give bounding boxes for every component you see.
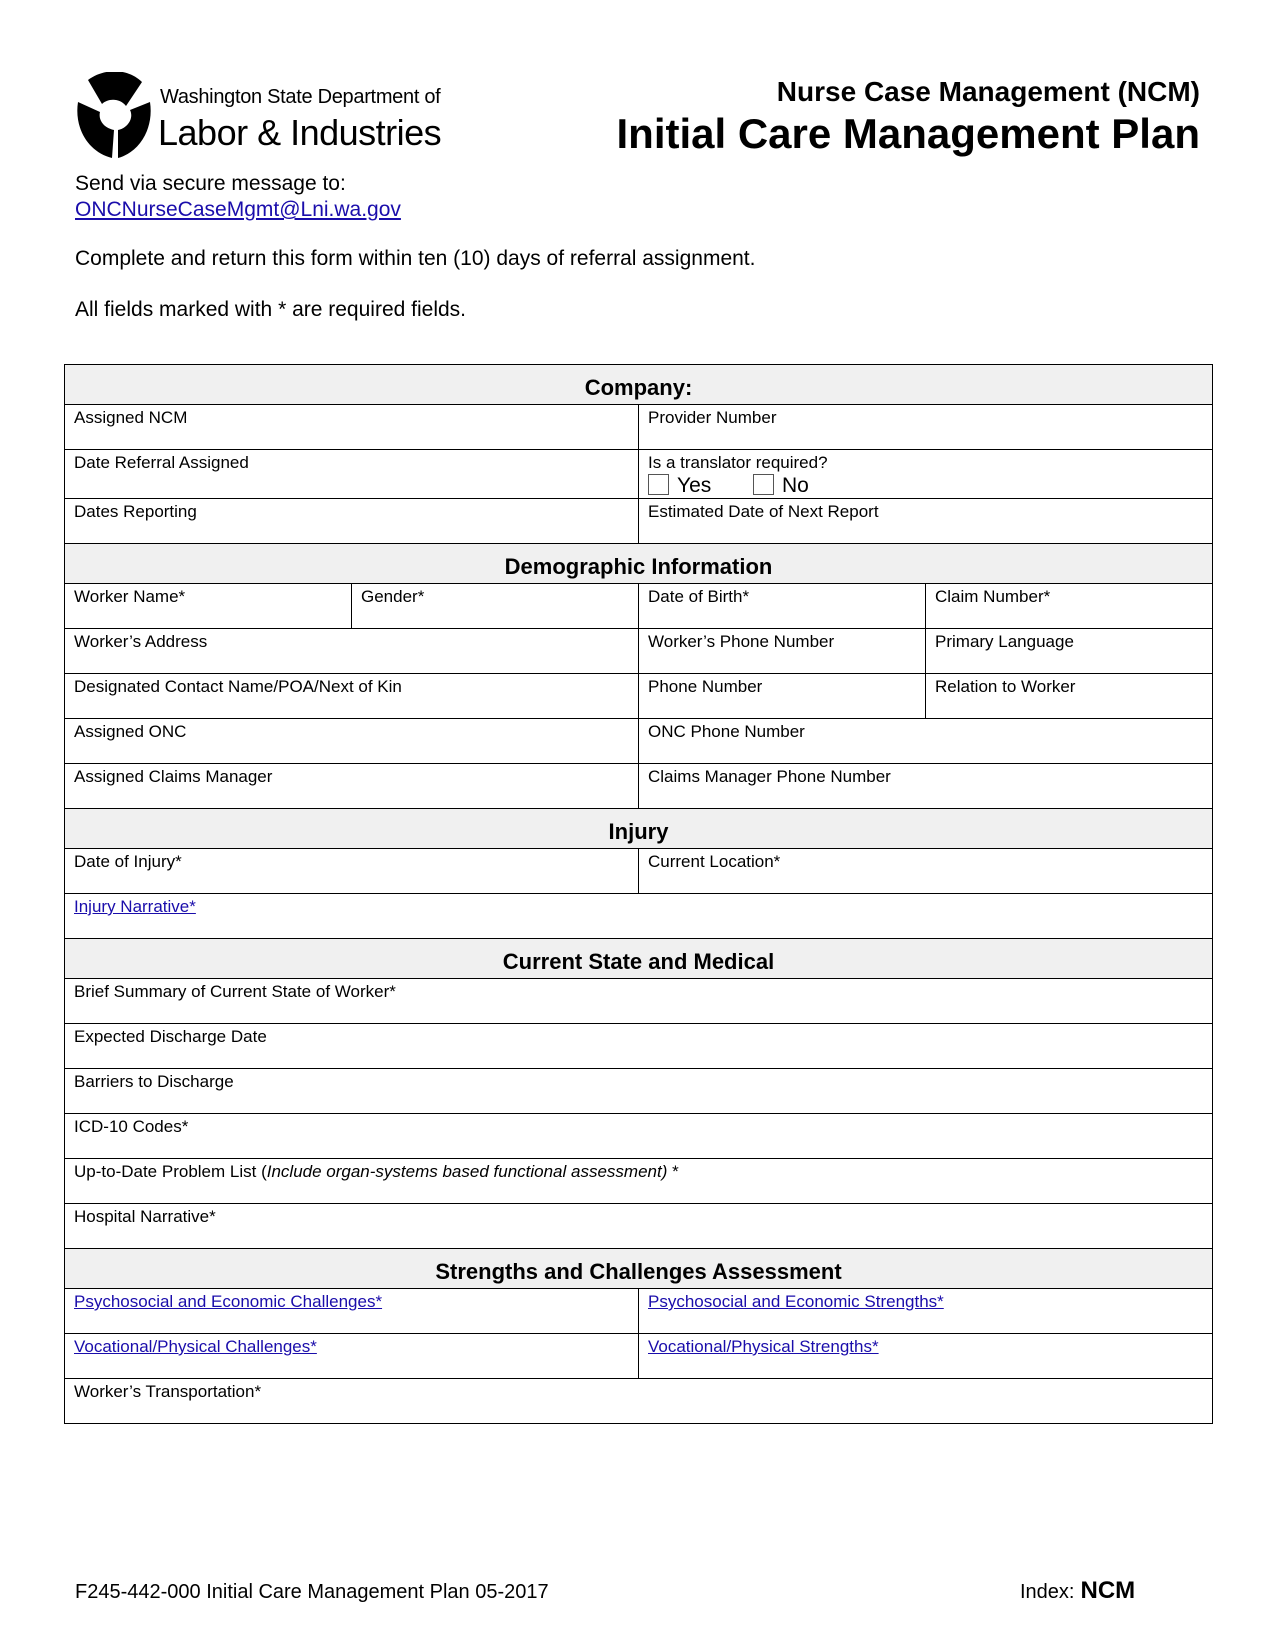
assigned-ncm-field[interactable]: Assigned NCM xyxy=(65,405,639,450)
current-location-field[interactable]: Current Location* xyxy=(639,849,1213,894)
translator-yes-label: Yes xyxy=(677,474,712,497)
primary-language-field[interactable]: Primary Language xyxy=(926,629,1213,674)
problem-list-required: * xyxy=(667,1162,679,1181)
send-instruction: Send via secure message to: xyxy=(75,172,346,195)
index-value: NCM xyxy=(1080,1577,1136,1604)
hospital-narrative-field[interactable]: Hospital Narrative* xyxy=(65,1204,1213,1249)
assigned-claims-manager-field[interactable]: Assigned Claims Manager xyxy=(65,764,639,809)
worker-phone-field[interactable]: Worker’s Phone Number xyxy=(639,629,926,674)
psych-challenges-link[interactable]: Psychosocial and Economic Challenges* xyxy=(74,1292,383,1311)
agency-logo xyxy=(74,72,442,158)
psych-strengths-field[interactable] xyxy=(639,1289,1213,1334)
transportation-field[interactable]: Worker’s Transportation* xyxy=(65,1379,1213,1424)
assigned-onc-field[interactable]: Assigned ONC xyxy=(65,719,639,764)
expected-discharge-field[interactable]: Expected Discharge Date xyxy=(65,1024,1213,1069)
date-of-injury-field[interactable]: Date of Injury* xyxy=(65,849,639,894)
translator-yes-checkbox[interactable] xyxy=(648,474,669,495)
logo-text-agency: Labor & Industries xyxy=(158,112,442,153)
required-note: All fields marked with * are required fields. xyxy=(75,298,467,321)
voc-strengths-link[interactable]: Vocational/Physical Strengths* xyxy=(648,1337,879,1356)
section-injury-header: Injury xyxy=(65,809,1213,849)
deadline-instruction: Complete and return this form within ten (10) days of referral assignment. xyxy=(75,247,756,270)
document-header xyxy=(0,0,1275,340)
dates-reporting-field[interactable]: Dates Reporting xyxy=(65,499,639,544)
problem-list-field[interactable] xyxy=(65,1159,1213,1204)
voc-challenges-link[interactable]: Vocational/Physical Challenges* xyxy=(74,1337,317,1356)
psych-strengths-link[interactable]: Psychosocial and Economic Strengths* xyxy=(648,1292,944,1311)
injury-narrative-link[interactable]: Injury Narrative* xyxy=(74,897,196,916)
agency-logo-icon xyxy=(74,72,154,158)
designated-contact-field[interactable]: Designated Contact Name/POA/Next of Kin xyxy=(65,674,639,719)
logo-text-department: Washington State Department of xyxy=(160,86,441,108)
section-strengths-header: Strengths and Challenges Assessment xyxy=(65,1249,1213,1289)
form-subtitle: Nurse Case Management (NCM) xyxy=(776,76,1200,107)
form-id: F245-442-000 Initial Care Management Plan 05-2017 xyxy=(75,1581,549,1603)
worker-name-field[interactable]: Worker Name* xyxy=(65,584,352,629)
voc-challenges-field[interactable] xyxy=(65,1334,639,1379)
form-index xyxy=(1020,1577,1135,1605)
contact-phone-field[interactable]: Phone Number xyxy=(639,674,926,719)
date-referral-assigned-field[interactable]: Date Referral Assigned xyxy=(65,450,639,499)
claims-manager-phone-field[interactable]: Claims Manager Phone Number xyxy=(639,764,1213,809)
section-demographic-header: Demographic Information xyxy=(65,544,1213,584)
gender-field[interactable]: Gender* xyxy=(352,584,639,629)
problem-list-label: Up-to-Date Problem List ( xyxy=(74,1162,267,1181)
estimated-next-report-field[interactable]: Estimated Date of Next Report xyxy=(639,499,1213,544)
injury-narrative-field[interactable] xyxy=(65,894,1213,939)
provider-number-field[interactable]: Provider Number xyxy=(639,405,1213,450)
form-title: Initial Care Management Plan xyxy=(616,110,1200,157)
email-link[interactable]: ONCNurseCaseMgmt@Lni.wa.gov xyxy=(75,198,401,221)
translator-no-label: No xyxy=(781,474,809,497)
onc-phone-field[interactable]: ONC Phone Number xyxy=(639,719,1213,764)
problem-list-note: Include organ-systems based functional assessment) xyxy=(266,1162,668,1181)
translator-field xyxy=(639,450,1213,499)
worker-address-field[interactable]: Worker’s Address xyxy=(65,629,639,674)
brief-summary-field[interactable]: Brief Summary of Current State of Worker* xyxy=(65,979,1213,1024)
section-company-header: Company: xyxy=(65,365,1213,405)
date-of-birth-field[interactable]: Date of Birth* xyxy=(639,584,926,629)
translator-no-checkbox[interactable] xyxy=(753,474,774,495)
voc-strengths-field[interactable] xyxy=(639,1334,1213,1379)
index-label: Index: xyxy=(1020,1581,1075,1603)
psych-challenges-field[interactable] xyxy=(65,1289,639,1334)
icd10-field[interactable]: ICD-10 Codes* xyxy=(65,1114,1213,1159)
barriers-field[interactable]: Barriers to Discharge xyxy=(65,1069,1213,1114)
care-plan-form xyxy=(64,364,1213,1424)
section-medical-header: Current State and Medical xyxy=(65,939,1213,979)
claim-number-field[interactable]: Claim Number* xyxy=(926,584,1213,629)
relation-to-worker-field[interactable]: Relation to Worker xyxy=(926,674,1213,719)
translator-question: Is a translator required? xyxy=(648,453,828,472)
